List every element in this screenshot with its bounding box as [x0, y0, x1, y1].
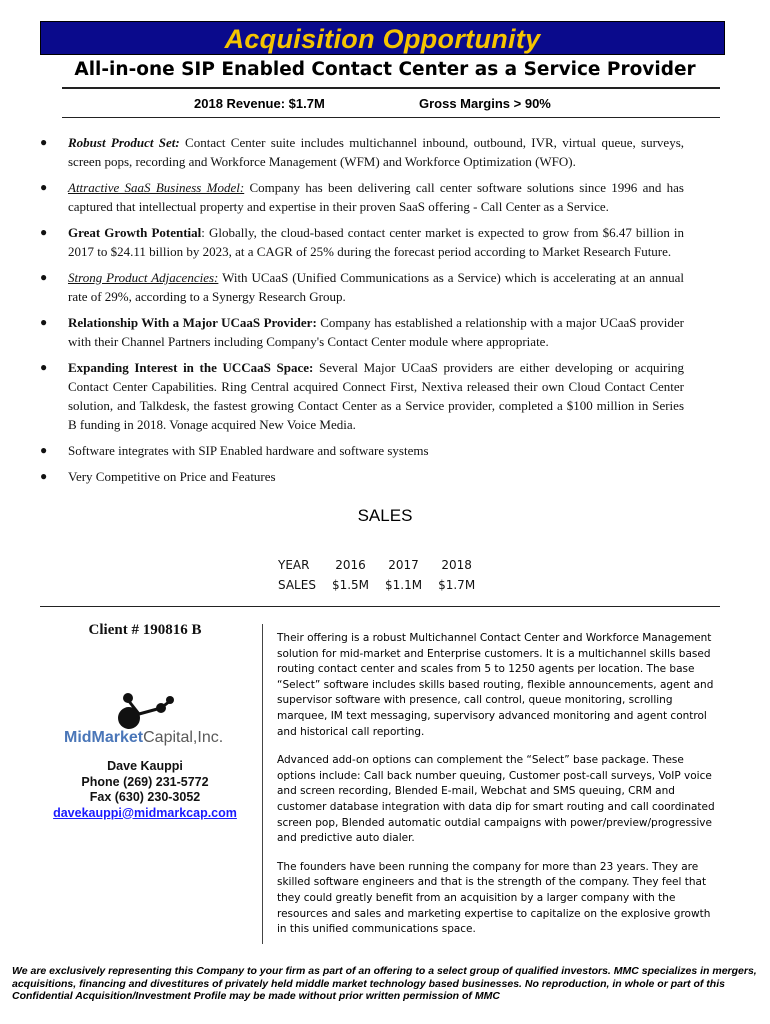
contact-email-link[interactable]: davekauppi@midmarkcap.com — [53, 805, 237, 820]
list-item — [40, 358, 684, 434]
table-cell: YEAR — [278, 558, 310, 572]
bullet-icon: ● — [40, 270, 48, 284]
description-paragraph: Their offering is a robust Multichannel Contact Center and Workforce Management solution for mid-market and Enterprise customers. It is a multichannel skills based routing contact center and scales from 5 to 1250 agents per location. The base “Select” software includes skills based routing, flexible announcements, agent and supervisor software with presence, call control, queue monitoring, scrolling marquee, IM text messaging, supervisory advanced monitoring and agent control and historical call reporting. — [277, 632, 714, 738]
bullet-label: Strong Product Adjacencies: — [68, 270, 219, 285]
logo-brand: MidMarket — [64, 729, 144, 746]
bullet-icon: ● — [40, 135, 48, 149]
sales-table — [270, 555, 483, 595]
table-cell: 2018 — [441, 558, 472, 572]
bullet-text: Several Major UCaaS providers are either developing or acquiring Contact Center Capabilities. Ring Central acquired Connect First, Nextiva released their own Cloud Contact Center solution, and Talkdesk, the fastest growing Contact Center as a Service provider, completed a $100 million in Series B funding in 2018. Vonage acquired New Voice Media. — [68, 360, 684, 432]
table-cell: SALES — [278, 578, 316, 592]
table-row — [270, 555, 483, 575]
company-logo — [64, 729, 234, 747]
revenue-label: 2018 Revenue: $1.7M — [194, 96, 325, 111]
list-item — [40, 441, 684, 460]
client-number: Client # 190816 B — [88, 622, 202, 638]
bullet-icon: ● — [40, 469, 48, 483]
highlights-list — [40, 133, 684, 493]
table-cell: 2017 — [388, 558, 419, 572]
bullet-text: Company has established a relationship with a major UCaaS provider with their Channel Partners including Company's Contact Center module where appropriate. — [68, 315, 684, 349]
bullet-label: Relationship With a Major UCaaS Provider: — [68, 315, 317, 330]
bullet-label: Robust Product Set: — [68, 135, 180, 150]
contact-phone: Phone (269) 231-5772 — [81, 774, 209, 789]
list-item — [40, 467, 684, 486]
divider-top — [62, 87, 720, 89]
list-item — [40, 268, 684, 306]
column-divider — [262, 624, 263, 944]
list-item — [40, 178, 684, 216]
table-cell: $1.1M — [385, 578, 423, 592]
page-subtitle: All-in-one SIP Enabled Contact Center as a Service Provider — [74, 59, 696, 80]
table-cell: $1.7M — [438, 578, 476, 592]
bullet-icon: ● — [40, 180, 48, 194]
bullet-icon: ● — [40, 315, 48, 329]
company-description — [277, 631, 717, 951]
bullet-text: Contact Center suite includes multichannel inbound, outbound, IVR, virtual queue, surveys, screen pops, recording and Workforce Management (WFM) and Workforce Optimization (WFO). — [68, 135, 685, 169]
bullet-text: : Globally, the cloud-based contact center market is expected to grow from $6.47 billion in 2017 to $24.11 billion by 2023, at a CAGR of 25% during the forecast period according to Market Research Future. — [68, 225, 684, 259]
sales-title: SALES — [357, 506, 413, 525]
list-item — [40, 313, 684, 351]
bullet-icon: ● — [40, 360, 48, 374]
table-cell: $1.5M — [331, 578, 370, 592]
list-item — [40, 133, 684, 171]
bullet-text: With UCaaS (Unified Communications as a Service) which is accelerating at an annual rate of 29%, according to a Synergy Research Group. — [68, 270, 684, 304]
bullet-icon: ● — [40, 443, 48, 457]
logo-suffix: Capital,Inc. — [143, 729, 224, 746]
description-paragraph: Advanced add-on options can complement the “Select” base package. These options include: Call back number queuing, Customer post-call surveys, VoIP voice and screen recording, Blended E-mail, Webchat and SMS queuing, CRM and customer database integration with data dip for smart routing and call coordinated screen pop, Blended automatic outdial campaigns with power/preview/progressive and predictive auto dialer. — [277, 754, 715, 845]
divider-revenue — [62, 117, 720, 118]
list-item — [40, 223, 684, 261]
disclaimer-footer: We are exclusively representing this Company to your firm as part of an offering to a select group of qualified investors. MMC specializes in mergers, acquisitions, financing and divestitures of privately held middle market technology based businesses. No reproduction, in whole or part of this Confidential Acquisition/Investment Profile may be made without prior written permission of MMC — [12, 965, 757, 1002]
bullet-label: Great Growth Potential — [68, 225, 202, 240]
bullet-label: Attractive SaaS Business Model: — [68, 180, 245, 195]
contact-name: Dave Kauppi — [107, 759, 183, 773]
bullet-label: Expanding Interest in the UCCaaS Space: — [68, 360, 314, 375]
bullet-text: Very Competitive on Price and Features — [68, 469, 276, 484]
bullet-icon: ● — [40, 225, 48, 239]
banner-title: Acquisition Opportunity — [224, 24, 541, 54]
title-banner — [40, 21, 725, 55]
table-cell: 2016 — [335, 558, 366, 572]
contact-block — [40, 759, 250, 821]
divider-sales — [40, 606, 720, 607]
gross-margin-label: Gross Margins > 90% — [419, 96, 551, 111]
bullet-text: Company has been delivering call center software solutions since 1996 and has captured that intellectual property and expertise in their proven SaaS offering - Call Center as a Service. — [68, 180, 684, 214]
description-paragraph: The founders have been running the company for more than 23 years. They are skilled software engineers and that is the strength of the company. They feel that they could greatly benefit from an acquisition by a larger company with the resources and sales and marketing expertise to capitalize on the explosive growth in this unified communications space. — [277, 860, 711, 936]
table-row — [270, 575, 483, 595]
bullet-text: Software integrates with SIP Enabled hardware and software systems — [68, 443, 429, 458]
contact-fax: Fax (630) 230-3052 — [89, 790, 201, 804]
